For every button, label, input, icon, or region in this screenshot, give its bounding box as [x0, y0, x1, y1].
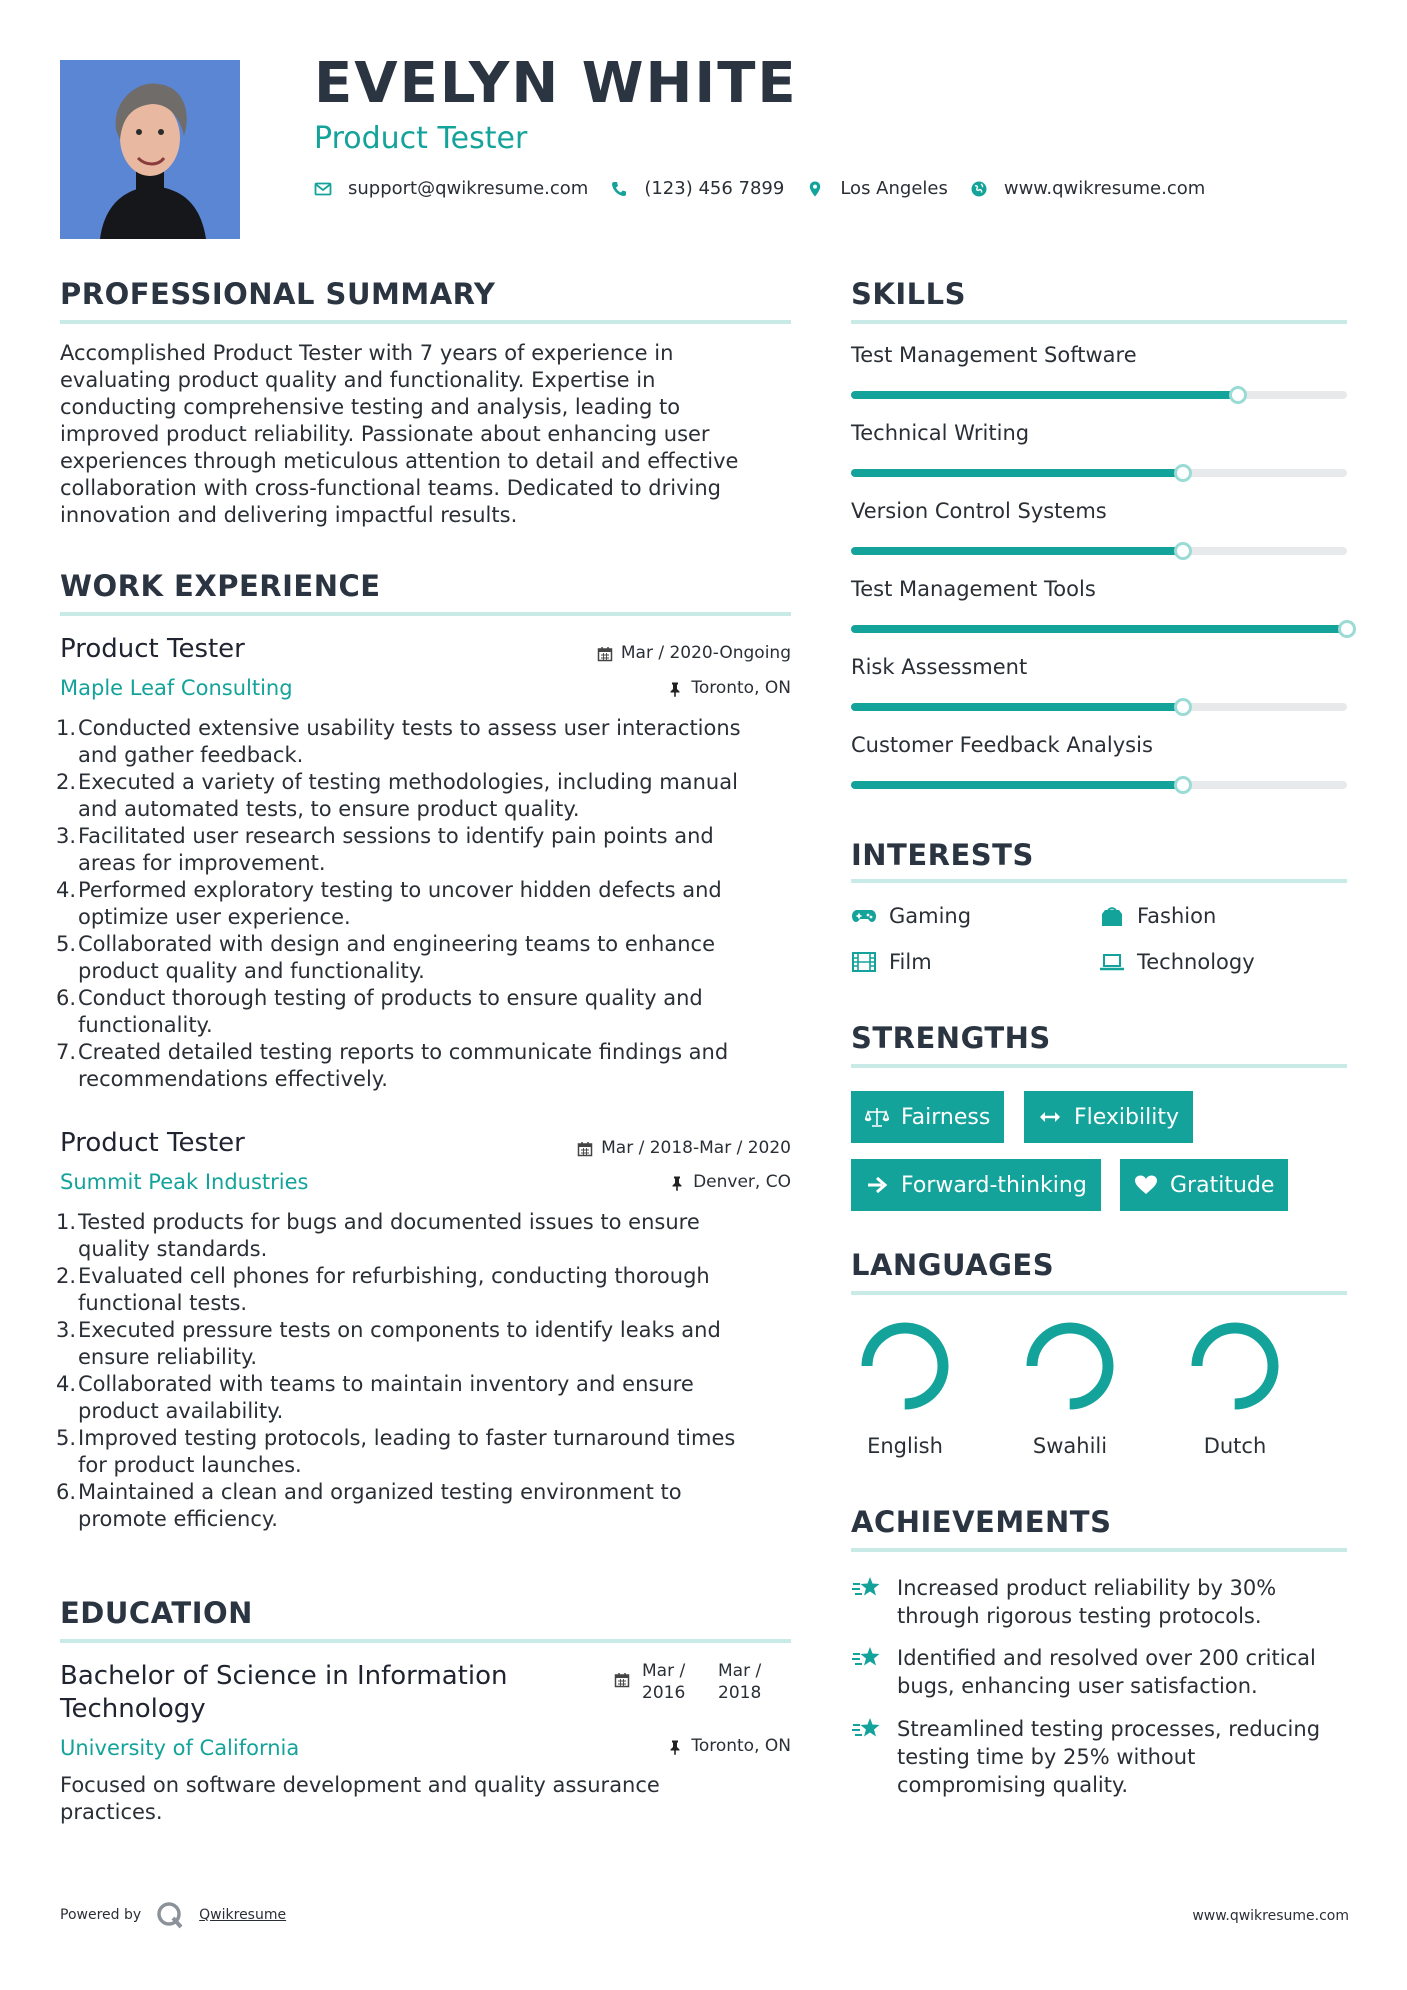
- summary-line: Accomplished Product Tester with 7 years of experience in: [60, 341, 674, 365]
- strengths-divider: [851, 1064, 1347, 1068]
- contact-bar: [314, 178, 1227, 199]
- education-heading: EDUCATION: [60, 1596, 253, 1630]
- achievement-line: Increased product reliability by 30%: [897, 1576, 1277, 1600]
- list-line: Facilitated user research sessions to identify pain points and: [78, 824, 714, 848]
- powered-by-label: Powered by: [60, 1907, 142, 1923]
- achievements-heading: ACHIEVEMENTS: [851, 1505, 1112, 1539]
- skill-bar: [851, 469, 1347, 477]
- star-icon: [851, 1715, 883, 1743]
- achievements-divider: [851, 1548, 1347, 1552]
- globe-icon: [970, 180, 988, 198]
- job-location-text: Toronto, ON: [691, 678, 791, 698]
- achievement-text: [897, 1715, 1320, 1799]
- interest-film: [851, 951, 932, 973]
- interest-gaming: [851, 905, 971, 927]
- interest-fashion: [1099, 905, 1216, 927]
- skill-bar-knob: [1174, 464, 1192, 482]
- list-line: Collaborated with design and engineering teams to enhance: [78, 932, 716, 956]
- contact-website[interactable]: [970, 178, 1205, 199]
- contact-location-text: Los Angeles: [840, 178, 948, 199]
- list-line: Tested products for bugs and documented issues to ensure: [78, 1210, 700, 1234]
- list-line: Conduct thorough testing of products to ensure quality and: [78, 986, 703, 1010]
- language-name: Dutch: [1203, 1434, 1267, 1458]
- footer-branding: [60, 1900, 286, 1930]
- list-item: [55, 823, 796, 877]
- summary-line: experiences through meticulous attention to detail and effective: [60, 449, 739, 473]
- skill-name: Test Management Tools: [851, 577, 1096, 601]
- list-item: [55, 985, 796, 1039]
- education-divider: [60, 1639, 791, 1643]
- language-ring: [1185, 1316, 1285, 1416]
- list-item: [55, 1263, 796, 1317]
- job-dates: [597, 645, 791, 662]
- skill-bar: [851, 547, 1347, 555]
- summary-line: improved product reliability. Passionate about enhancing user: [60, 422, 710, 446]
- list-number: 3.: [55, 824, 76, 848]
- interest-label: Gaming: [889, 903, 972, 928]
- list-line: recommendations effectively.: [78, 1067, 388, 1091]
- candidate-name: EVELYN WHITE: [314, 51, 798, 116]
- interest-label: Technology: [1137, 949, 1255, 974]
- strength-label: Forward-thinking: [901, 1172, 1087, 1198]
- list-item: [55, 1371, 796, 1425]
- list-line: and gather feedback.: [78, 743, 304, 767]
- list-line: Improved testing protocols, leading to faster turnaround times: [78, 1426, 736, 1450]
- list-line: promote efficiency.: [78, 1507, 278, 1531]
- list-line: Performed exploratory testing to uncover hidden defects and: [78, 878, 722, 902]
- summary-line: conducting comprehensive testing and analysis, leading to: [60, 395, 681, 419]
- list-line: optimize user experience.: [78, 905, 351, 929]
- skill-name: Risk Assessment: [851, 655, 1028, 679]
- interest-label: Fashion: [1137, 903, 1217, 928]
- list-item: [55, 1425, 796, 1479]
- list-number: 5.: [55, 1426, 76, 1450]
- list-item: [55, 1039, 796, 1093]
- balance-scale-icon: [865, 1106, 889, 1128]
- skill-bar-fill: [851, 703, 1183, 711]
- summary-line: innovation and delivering impactful results.: [60, 503, 518, 527]
- education-end-date: Mar / 2018: [718, 1661, 762, 1703]
- job-location: [669, 1174, 791, 1191]
- list-line: Collaborated with teams to maintain inventory and ensure: [78, 1372, 694, 1396]
- skills-heading: SKILLS: [851, 277, 966, 311]
- list-number: 1.: [55, 1210, 76, 1234]
- contact-location: [806, 178, 948, 199]
- brand-link[interactable]: Qwikresume: [199, 1907, 287, 1923]
- language-ring: [1020, 1316, 1120, 1416]
- achievement-item: [851, 1574, 1351, 1630]
- experience-divider: [60, 612, 791, 616]
- summary-line: collaboration with cross-functional teams. Dedicated to driving: [60, 476, 721, 500]
- job-bullets: [55, 715, 796, 1093]
- summary-text: [60, 340, 796, 529]
- achievement-item: [851, 1644, 1351, 1700]
- list-number: 7.: [55, 1040, 76, 1064]
- language-item: [1020, 1316, 1120, 1458]
- strengths-heading: STRENGTHS: [851, 1021, 1051, 1055]
- list-item: [55, 877, 796, 931]
- envelope-icon: [314, 180, 332, 198]
- skills-divider: [851, 320, 1347, 324]
- skill-bar-fill: [851, 625, 1347, 633]
- job-dates-text: Mar / 2020-Ongoing: [620, 643, 791, 663]
- strength-tag: [1024, 1091, 1193, 1143]
- experience-heading: WORK EXPERIENCE: [60, 569, 381, 603]
- skill-name: Customer Feedback Analysis: [851, 733, 1153, 757]
- film-icon: [851, 951, 877, 973]
- skill-bar: [851, 391, 1347, 399]
- achievement-text: [897, 1574, 1276, 1630]
- list-item: [55, 931, 796, 985]
- education-start-date: Mar / 2016: [642, 1661, 686, 1703]
- language-ring: [855, 1316, 955, 1416]
- arrow-right-icon: [865, 1174, 889, 1196]
- skill-name: Version Control Systems: [851, 499, 1107, 523]
- thumbtack-icon: [667, 681, 683, 697]
- strength-label: Gratitude: [1170, 1172, 1275, 1198]
- list-number: 5.: [55, 932, 76, 956]
- language-name: Swahili: [1032, 1434, 1108, 1458]
- interests-heading: INTERESTS: [851, 838, 1034, 872]
- list-line: ensure reliability.: [78, 1345, 258, 1369]
- list-number: 4.: [55, 878, 76, 902]
- skill-bar-knob: [1338, 620, 1356, 638]
- qwikresume-logo-icon: [155, 1900, 185, 1930]
- language-ring-arc: [1032, 1328, 1108, 1404]
- strength-tag: [1120, 1159, 1288, 1211]
- skill-bar-knob: [1174, 776, 1192, 794]
- calendar-icon: [577, 1141, 593, 1157]
- job-company: Summit Peak Industries: [60, 1170, 309, 1194]
- list-line: Executed pressure tests on components to identify leaks and: [78, 1318, 721, 1342]
- calendar-icon: [597, 646, 613, 662]
- language-item: [855, 1316, 955, 1458]
- language-item: [1185, 1316, 1285, 1458]
- list-number: 1.: [55, 716, 76, 740]
- map-marker-icon: [806, 180, 824, 198]
- education-location: [667, 1738, 791, 1755]
- skill-bar-fill: [851, 547, 1183, 555]
- list-line: Evaluated cell phones for refurbishing, conducting thorough: [78, 1264, 710, 1288]
- languages-heading: LANGUAGES: [851, 1248, 1055, 1282]
- language-ring-arc: [867, 1328, 943, 1404]
- skill-bar: [851, 625, 1347, 633]
- strength-label: Flexibility: [1074, 1104, 1179, 1130]
- thumbtack-icon: [667, 1739, 683, 1755]
- summary-divider: [60, 320, 791, 324]
- list-item: [55, 769, 796, 823]
- contact-email[interactable]: [314, 178, 588, 199]
- achievement-line: through rigorous testing protocols.: [897, 1604, 1262, 1628]
- skill-name: Technical Writing: [851, 421, 1030, 445]
- contact-phone-text: (123) 456 7899: [644, 178, 785, 199]
- education-description: Focused on software development and quality assurance practices.: [60, 1773, 660, 1824]
- summary-line: evaluating product quality and functionality. Expertise in: [60, 368, 656, 392]
- list-item: [55, 1317, 796, 1371]
- job-dates-text: Mar / 2018-Mar / 2020: [601, 1138, 791, 1158]
- skill-bar-knob: [1229, 386, 1247, 404]
- arrows-horizontal-icon: [1038, 1106, 1062, 1128]
- list-number: 6.: [55, 1480, 76, 1504]
- strength-tag: [851, 1091, 1004, 1143]
- thumbtack-icon: [669, 1175, 685, 1191]
- list-item: [55, 1479, 796, 1533]
- list-item: [55, 1209, 796, 1263]
- calendar-icon: [614, 1672, 630, 1688]
- contact-website-text: www.qwikresume.com: [1003, 178, 1206, 199]
- job-bullets: [55, 1209, 796, 1533]
- language-name: English: [867, 1434, 943, 1458]
- skill-bar-knob: [1174, 542, 1192, 560]
- list-line: functionality.: [78, 1013, 213, 1037]
- heart-icon: [1134, 1174, 1158, 1196]
- achievement-text: [897, 1644, 1316, 1700]
- education-location-text: Toronto, ON: [691, 1736, 791, 1756]
- list-line: and automated tests, to ensure product quality.: [78, 797, 580, 821]
- job-title: Product Tester: [60, 1128, 245, 1158]
- achievement-line: Identified and resolved over 200 critical: [897, 1646, 1316, 1670]
- language-ring-arc: [1197, 1328, 1273, 1404]
- achievement-line: bugs, enhancing user satisfaction.: [897, 1674, 1258, 1698]
- summary-heading: PROFESSIONAL SUMMARY: [60, 277, 496, 311]
- list-line: Executed a variety of testing methodologies, including manual: [78, 770, 738, 794]
- achievement-line: Streamlined testing processes, reducing: [897, 1717, 1321, 1741]
- job-title: Product Tester: [60, 634, 245, 664]
- list-item: [55, 715, 796, 769]
- skill-name: Test Management Software: [851, 343, 1137, 367]
- star-icon: [851, 1574, 883, 1602]
- job-dates: [577, 1140, 791, 1157]
- profile-photo: [60, 60, 240, 239]
- list-line: areas for improvement.: [78, 851, 326, 875]
- skill-bar-fill: [851, 781, 1183, 789]
- list-number: 3.: [55, 1318, 76, 1342]
- laptop-icon: [1099, 951, 1125, 973]
- achievement-line: testing time by 25% without: [897, 1745, 1196, 1769]
- achievement-item: [851, 1715, 1351, 1799]
- skill-bar-fill: [851, 391, 1238, 399]
- achievement-line: compromising quality.: [897, 1773, 1129, 1797]
- shopping-bag-icon: [1099, 905, 1125, 927]
- list-line: for product launches.: [78, 1453, 302, 1477]
- list-line: product availability.: [78, 1399, 284, 1423]
- candidate-title: Product Tester: [314, 121, 528, 156]
- skill-bar-fill: [851, 469, 1183, 477]
- strength-tag: [851, 1159, 1101, 1211]
- education-school: University of California: [60, 1736, 300, 1760]
- job-location: [667, 680, 791, 697]
- skill-bar: [851, 703, 1347, 711]
- list-line: product quality and functionality.: [78, 959, 425, 983]
- list-number: 4.: [55, 1372, 76, 1396]
- contact-email-text: support@qwikresume.com: [348, 178, 589, 199]
- strength-label: Fairness: [901, 1104, 991, 1130]
- list-number: 6.: [55, 986, 76, 1010]
- list-line: Created detailed testing reports to communicate findings and: [78, 1040, 729, 1064]
- interests-divider: [851, 879, 1347, 883]
- gamepad-icon: [851, 905, 877, 927]
- phone-icon: [610, 180, 628, 198]
- contact-phone[interactable]: [610, 178, 784, 199]
- list-line: Maintained a clean and organized testing environment to: [78, 1480, 682, 1504]
- list-number: 2.: [55, 770, 76, 794]
- interest-label: Film: [889, 949, 932, 974]
- languages-divider: [851, 1291, 1347, 1295]
- interest-technology: [1099, 951, 1255, 973]
- star-icon: [851, 1644, 883, 1672]
- education-degree: Bachelor of Science in Information Technology: [60, 1661, 508, 1724]
- job-location-text: Denver, CO: [693, 1172, 791, 1192]
- list-line: functional tests.: [78, 1291, 248, 1315]
- list-line: Conducted extensive usability tests to assess user interactions: [78, 716, 741, 740]
- skill-bar: [851, 781, 1347, 789]
- list-line: quality standards.: [78, 1237, 268, 1261]
- job-company: Maple Leaf Consulting: [60, 676, 293, 700]
- list-number: 2.: [55, 1264, 76, 1288]
- footer-url[interactable]: www.qwikresume.com: [1192, 1908, 1349, 1924]
- skill-bar-knob: [1174, 698, 1192, 716]
